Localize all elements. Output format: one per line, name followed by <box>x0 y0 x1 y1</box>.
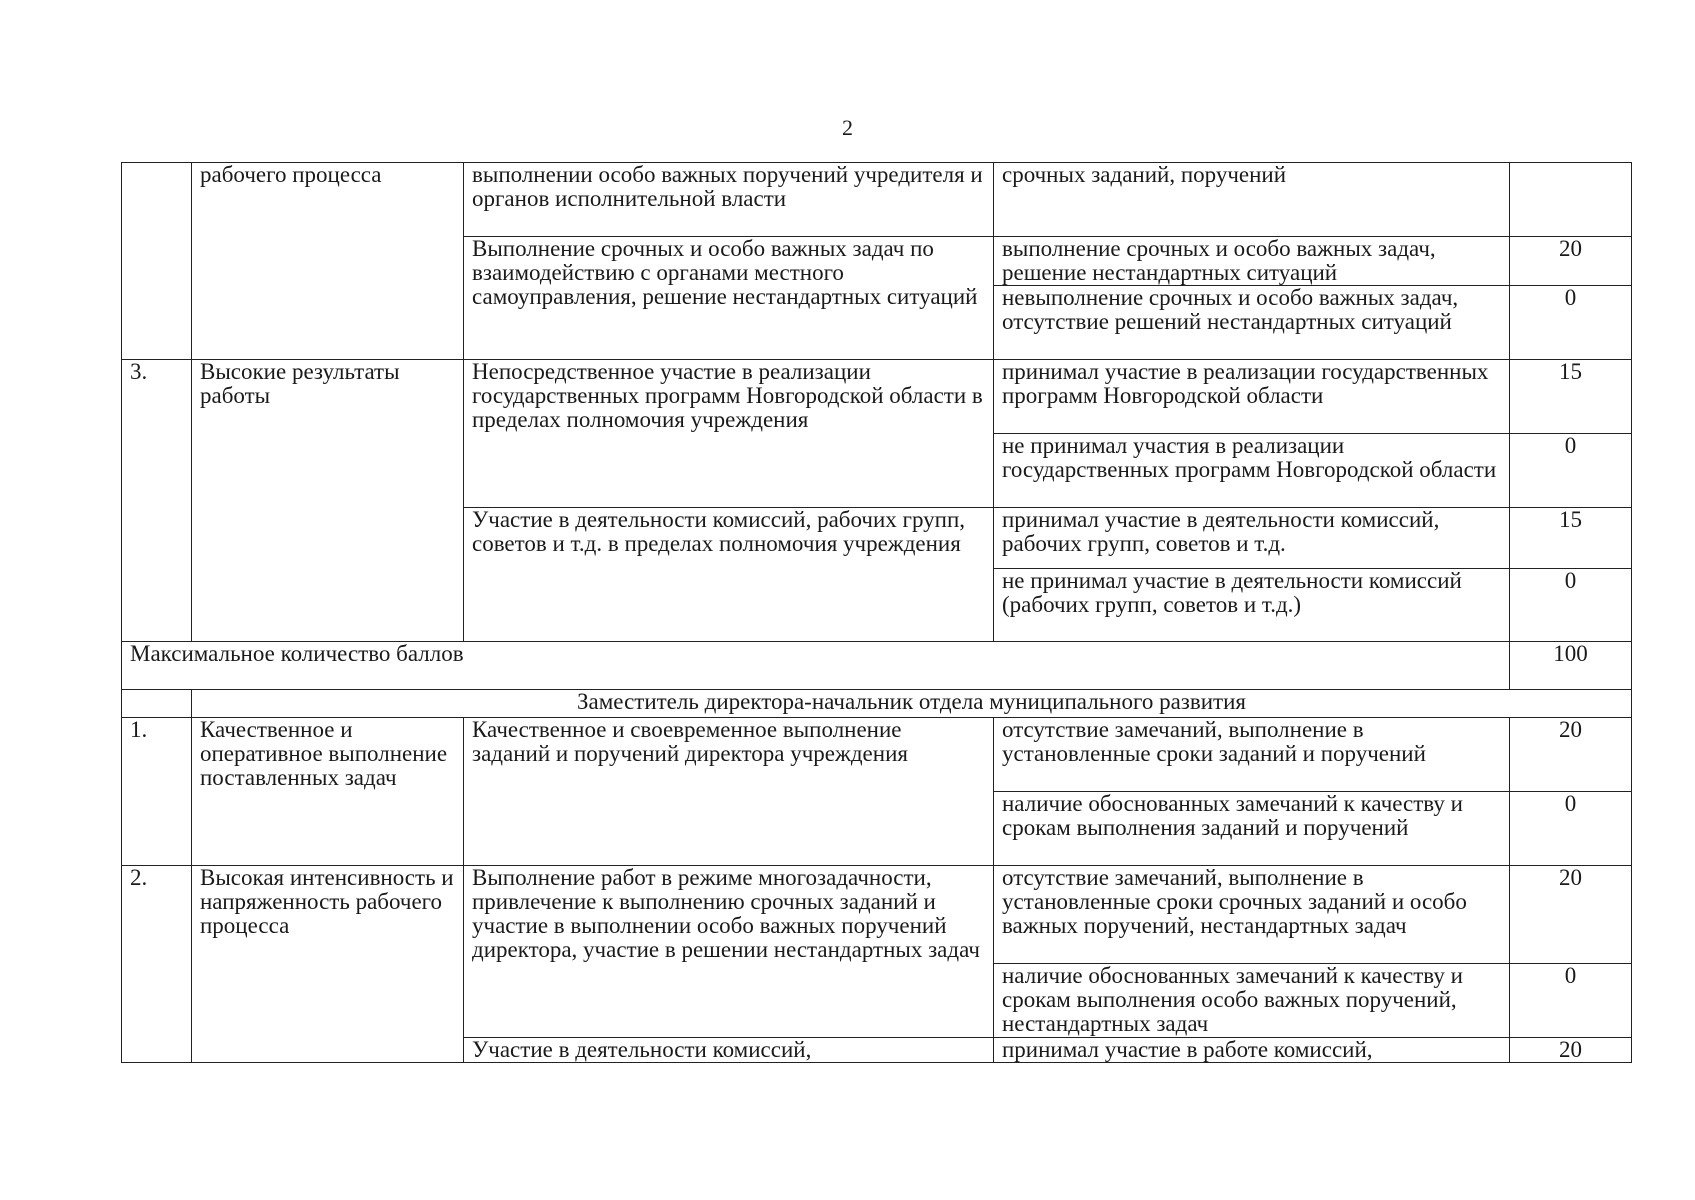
condition-cell: невыполнение срочных и особо важных задач, отсутствие решений нестандартных ситуаций <box>994 286 1510 360</box>
condition-cell: отсутствие замечаний, выполнение в установленные сроки заданий и поручений <box>994 718 1510 792</box>
score-cell: 20 <box>1510 237 1632 286</box>
score-cell: 0 <box>1510 434 1632 508</box>
indicator-cell: Качественное и оперативное выполнение поставленных задач <box>192 718 464 866</box>
section-title: Заместитель директора-начальник отдела муниципального развития <box>192 690 1632 718</box>
score-cell <box>1510 163 1632 237</box>
table-row <box>122 866 1632 964</box>
page-number: 2 <box>842 115 853 140</box>
condition-cell: отсутствие замечаний, выполнение в установленные сроки срочных заданий и особо важных поручений, нестандартных задач <box>994 866 1510 964</box>
condition-cell: выполнение срочных и особо важных задач, решение нестандартных ситуаций <box>994 237 1510 286</box>
max-score-row <box>122 642 1632 690</box>
score-cell: 20 <box>1510 1038 1632 1063</box>
criterion-cell: выполнении особо важных поручений учредителя и органов исполнительной власти <box>464 163 994 237</box>
section-spacer-cell <box>122 690 192 718</box>
row-number-cell <box>122 163 192 360</box>
score-cell: 0 <box>1510 964 1632 1038</box>
criterion-cell: Непосредственное участие в реализации государственных программ Новгородской области в пределах полномочия учреждения <box>464 360 994 508</box>
criterion-cell: Выполнение срочных и особо важных задач по взаимодействию с органами местного самоуправления, решение нестандартных ситуаций <box>464 237 994 360</box>
row-number-cell: 2. <box>122 866 192 1063</box>
condition-cell: не принимал участия в реализации государственных программ Новгородской области <box>994 434 1510 508</box>
indicator-cell: рабочего процесса <box>192 163 464 360</box>
table-row <box>122 163 1632 237</box>
score-cell: 20 <box>1510 866 1632 964</box>
criterion-cell: Участие в деятельности комиссий, рабочих групп, советов и т.д. в пределах полномочия учреждения <box>464 508 994 642</box>
max-score-label: Максимальное количество баллов <box>122 642 1510 690</box>
table-row <box>122 718 1632 792</box>
score-cell: 0 <box>1510 286 1632 360</box>
criterion-cell: Участие в деятельности комиссий, <box>464 1038 994 1063</box>
condition-cell: срочных заданий, поручений <box>994 163 1510 237</box>
criterion-cell: Выполнение работ в режиме многозадачности, привлечение к выполнению срочных заданий и участие в выполнении особо важных поручений директора, участие в решении нестандартных задач <box>464 866 994 1038</box>
indicator-cell: Высокая интенсивность и напряженность рабочего процесса <box>192 866 464 1063</box>
criteria-table <box>121 162 1632 1063</box>
condition-cell: не принимал участие в деятельности комиссий (рабочих групп, советов и т.д.) <box>994 569 1510 642</box>
condition-cell: принимал участие в работе комиссий, <box>994 1038 1510 1063</box>
score-cell: 20 <box>1510 718 1632 792</box>
score-cell: 15 <box>1510 360 1632 434</box>
score-cell: 0 <box>1510 792 1632 866</box>
section-title-row <box>122 690 1632 718</box>
condition-cell: принимал участие в деятельности комиссий, рабочих групп, советов и т.д. <box>994 508 1510 569</box>
score-cell: 15 <box>1510 508 1632 569</box>
indicator-cell: Высокие результаты работы <box>192 360 464 642</box>
condition-cell: принимал участие в реализации государственных программ Новгородской области <box>994 360 1510 434</box>
max-score-value: 100 <box>1510 642 1632 690</box>
condition-cell: наличие обоснованных замечаний к качеству и срокам выполнения особо важных поручений, нестандартных задач <box>994 964 1510 1038</box>
score-cell: 0 <box>1510 569 1632 642</box>
condition-cell: наличие обоснованных замечаний к качеству и срокам выполнения заданий и поручений <box>994 792 1510 866</box>
row-number-cell: 3. <box>122 360 192 642</box>
table-row <box>122 360 1632 434</box>
row-number-cell: 1. <box>122 718 192 866</box>
criterion-cell: Качественное и своевременное выполнение заданий и поручений директора учреждения <box>464 718 994 866</box>
